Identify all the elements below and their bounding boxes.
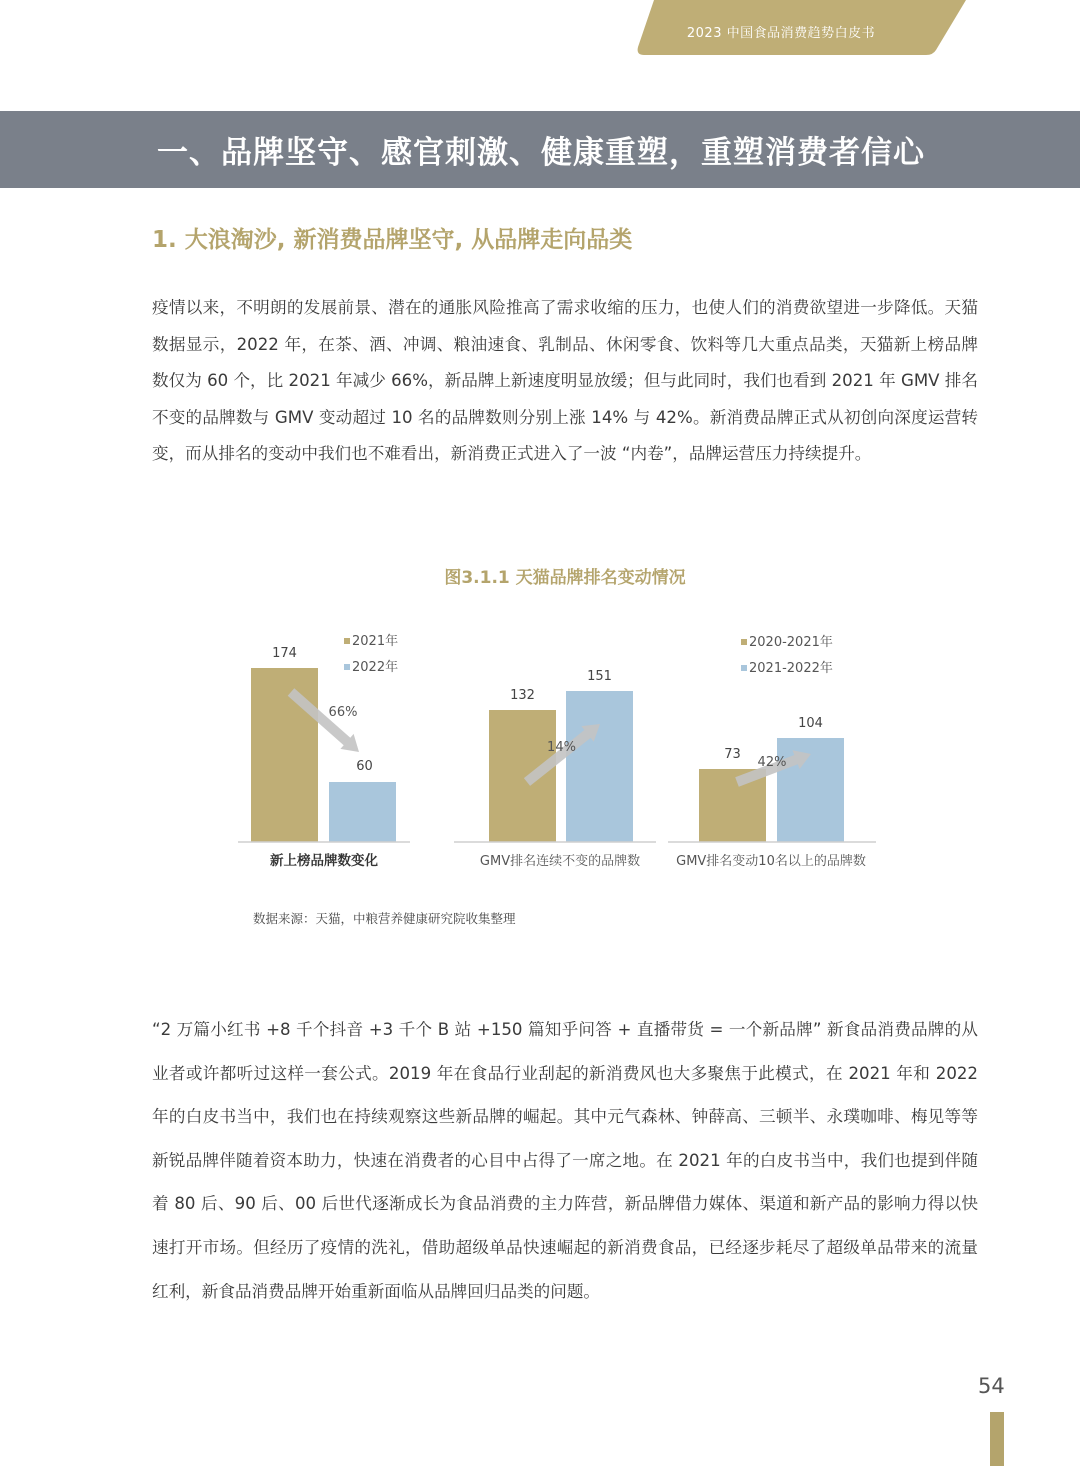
body-paragraph-1: 疫情以来，不明朗的发展前景、潜在的通胀风险推高了需求收缩的压力，也使人们的消费欲望进一步降低。天猫数据显示，2022 年，在茶、酒、冲调、粮油速食、乳制品、休闲零食、饮料等几大重点品类，天猫新上榜品牌数仅为 60 个，比 2021 年减少 66%，新品牌上新速度明显放缓；但与此同时，我们也看到 2021 年 GMV 排名不变的品牌数与 GMV 变动超过 10 名的品牌数则分别上涨 14% 与 42%。新消费品牌正式从初创向深度运营转变，而从排名的变动中我们也不难看出，新消费正式进入了一波 “内卷”，品牌运营压力持续提升。 bbox=[152, 298, 978, 464]
legend-swatch-1-1 bbox=[344, 638, 350, 644]
annotation-1: 66% bbox=[328, 705, 358, 720]
bar-chart bbox=[0, 620, 1080, 890]
bar-2-2 bbox=[566, 691, 633, 842]
annotation-3: 42% bbox=[757, 755, 787, 770]
legend-label-1-2: 2022年 bbox=[352, 660, 399, 675]
title-banner bbox=[0, 111, 1080, 188]
header-tab bbox=[636, 0, 966, 56]
page-title: 一、品牌坚守、感官刺激、健康重塑，重塑消费者信心 bbox=[157, 135, 925, 171]
data-label-2-1: 132 bbox=[510, 688, 535, 703]
legend-swatch-3-2 bbox=[741, 665, 747, 671]
axis-category-label-2: GMV排名连续不变的品牌数 bbox=[479, 854, 641, 869]
bar-1-1 bbox=[251, 668, 318, 842]
data-label-3-1: 73 bbox=[724, 747, 741, 762]
data-label-3-2: 104 bbox=[798, 716, 823, 731]
legend-label-1-1: 2021年 bbox=[352, 634, 399, 649]
figure-source: 数据来源：天猫，中粮营养健康研究院收集整理 bbox=[253, 911, 516, 926]
data-label-1-2: 60 bbox=[356, 759, 373, 774]
page-accent-bar bbox=[990, 1412, 1004, 1466]
bar-1-2 bbox=[329, 782, 396, 842]
legend-swatch-1-2 bbox=[344, 664, 350, 670]
section-heading: 1. 大浪淘沙, 新消费品牌坚守, 从品牌走向品类 bbox=[152, 227, 633, 253]
legend-swatch-3-1 bbox=[741, 639, 747, 645]
header-tab-text: 2023 中国食品消费趋势白皮书 bbox=[686, 26, 876, 41]
body-paragraph-2: “2 万篇小红书 +8 千个抖音 +3 千个 B 站 +150 篇知乎问答 + 直播带货 = 一个新品牌” 新食品消费品牌的从业者或许都听过这样一套公式。2019 年在食品行业刮起的新消费风也大多聚焦于此模式，在 2021 年和 2022 年的白皮书当中，我们也在持续观察这些新品牌的崛起。其中元气森林、钟薛高、三顿半、永璞咖啡、梅见等等新锐品牌伴随着资本助力，快速在消费者的心目中占得了一席之地。在 2021 年的白皮书当中，我们也提到伴随着 80 后、90 后、00 后世代逐渐成长为食品消费的主力阵营，新品牌借力媒体、渠道和新产品的影响力得以快速打开市场。但经历了疫情的洗礼，借助超级单品快速崛起的新消费食品，已经逐步耗尽了超级单品带来的流量红利，新食品消费品牌开始重新面临从品牌回归品类的问题。 bbox=[152, 1020, 978, 1301]
legend-label-3-2: 2021-2022年 bbox=[749, 661, 833, 676]
legend-label-3-1: 2020-2021年 bbox=[749, 635, 833, 650]
data-label-1-1: 174 bbox=[272, 646, 297, 661]
axis-category-label-1: 新上榜品牌数变化 bbox=[270, 853, 378, 869]
axis-category-label-3: GMV排名变动10名以上的品牌数 bbox=[676, 854, 866, 869]
bar-2-1 bbox=[489, 710, 556, 842]
bar-3-2 bbox=[777, 738, 844, 842]
data-label-2-2: 151 bbox=[587, 669, 612, 684]
annotation-2: 14% bbox=[547, 740, 576, 755]
page-number: 54 bbox=[978, 1374, 1005, 1398]
figure-title: 图3.1.1 天猫品牌排名变动情况 bbox=[444, 568, 686, 588]
